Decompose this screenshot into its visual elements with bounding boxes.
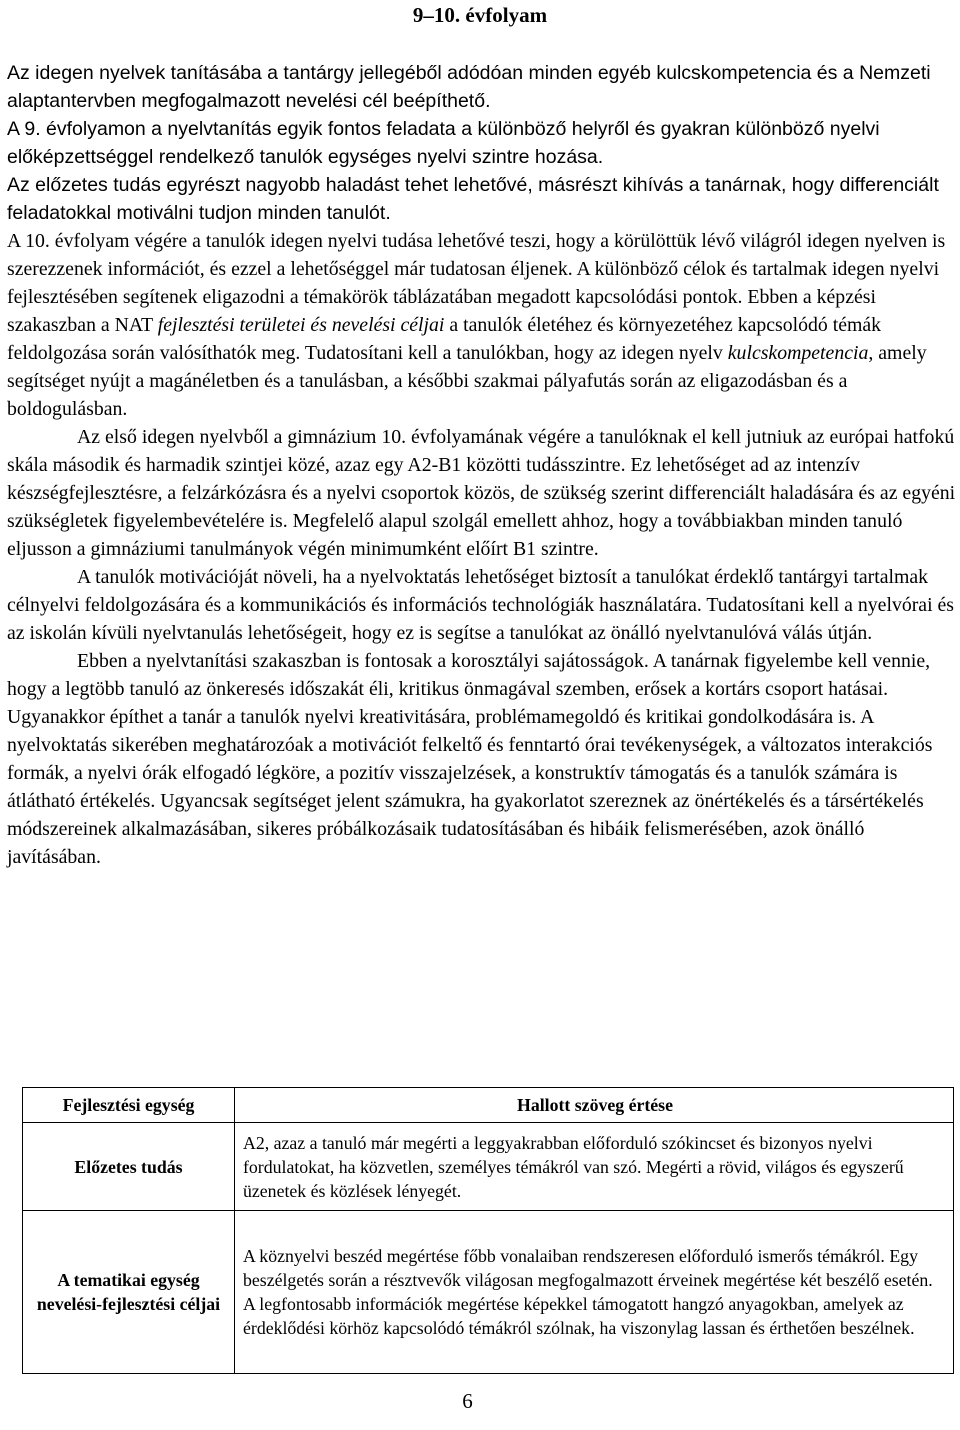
prior-knowledge-value: A2, azaz a tanuló már megérti a leggyakrabban előforduló szókincset és bizonyos nyelvi fordulatokat, ha közvetlen, személyes témákról van szó. Megérti a rövid, világos és egyszerű üzenetek és közlések lényegét. <box>235 1123 954 1211</box>
goals-value-1: A köznyelvi beszéd megértése főbb vonalaiban rendszeresen előforduló ismerős témákról. Egy beszélgetés során a résztvevők világosan megfogalmazott érveinek megértése két beszélő esetén. <box>243 1246 933 1290</box>
body-paragraph-1-part-b: a tanulók életéhez és környezetéhez kapcsolódó témák feldolgozása során valósíthatók meg. Tudatosítani kell a tanulókban, hogy az idegen nyelv <box>7 314 882 364</box>
table-row <box>23 1123 954 1211</box>
body-paragraph-1-part-c: , amely segítséget nyújt a magánéletben és a tanulásban, a későbbi szakmai pályafutás során az eligazodásban és a boldogulásban. <box>7 342 927 420</box>
page-title: 9–10. évfolyam <box>412 3 548 27</box>
intro-paragraph-3: Az előzetes tudás egyrészt nagyobb haladást tehet lehetővé, másrészt kihívás a tanárnak, hogy differenciált feladatokkal motiválni tudjon minden tanulót. <box>7 174 939 224</box>
goals-value <box>235 1211 954 1374</box>
intro-paragraph-1: Az idegen nyelvek tanításába a tantárgy jellegéből adódóan minden egyéb kulcskompetencia és a Nemzeti alaptantervben megfogalmazott nevelési cél beépíthető. <box>7 62 931 112</box>
prior-knowledge-label: Előzetes tudás <box>23 1123 235 1211</box>
body-paragraph-1-emphasis-2: kulcskompetencia <box>727 342 869 364</box>
goals-label <box>23 1211 235 1374</box>
table-header-label: Fejlesztési egység <box>23 1088 235 1123</box>
body-paragraph-1 <box>7 227 957 423</box>
table-row <box>23 1088 954 1123</box>
goals-label-text: A tematikai egység nevelési-fejlesztési céljai <box>36 1270 221 1314</box>
body-paragraph-4: Ebben a nyelvtanítási szakaszban is fontosak a korosztályi sajátosságok. A tanárnak figyelembe kell vennie, hogy a legtöbb tanuló az önkeresés időszakát éli, kritikus önmagával szemben, erősek a kortárs csoport hatásai. Ugyanakkor építhet a tanár a tanulók nyelvi kreativitására, problémamegoldó és kritikai gondolkodására is. A nyelvoktatás sikerében meghatározóak a motivációt felkeltő és fenntartó órai tevékenységek, a változatos interakciós formák, a nyelvi órák elfogadó légköre, a pozitív visszajelzések, a konstruktív támogatás és a tanulók számára is átlátható értékelés. Ugyancsak segítséget jelent számukra, ha gyakorlatot szereznek az önértékelés és a társértékelés módszereinek alkalmazásában, sikeres próbálkozásaik tudatosításában és hibáik felismerésében, azok önálló javításában. <box>7 650 933 868</box>
table-header-value: Hallott szöveg értése <box>235 1088 954 1123</box>
body-paragraph-3: A tanulók motivációját növeli, ha a nyelvoktatás lehetőséget biztosít a tanulókat érdeklő tantárgyi tartalmak célnyelvi feldolgozására és a kommunikációs és információs technológiák használatára. Tudatosítani kell a nyelvórai és az iskolán kívüli nyelvtanulás lehetőségeit, hogy ez is segítse a tanulókat az önálló nyelvtanulóvá válás útján. <box>7 566 955 644</box>
development-unit-table <box>22 1087 954 1374</box>
intro-section <box>7 59 957 227</box>
body-section <box>7 227 957 871</box>
intro-paragraph-2: A 9. évfolyamon a nyelvtanítás egyik fontos feladata a különböző helyről és gyakran különböző nyelvi előképzettséggel rendelkező tanulók egységes nyelvi szintre hozása. <box>7 118 880 168</box>
goals-value-2: A legfontosabb információk megértése képekkel támogatott hangzó anyagokban, amelyek az érdeklődési körhöz kapcsolódó témákról szólnak, ha viszonylag lassan és érthetően beszélnek. <box>243 1294 915 1338</box>
page-number: 6 <box>462 1389 473 1413</box>
body-paragraph-1-part-a: A 10. évfolyam végére a tanulók idegen nyelvi tudása lehetővé teszi, hogy a körülöttük lévő világról idegen nyelven is szerezzenek információt, és ezzel a lehetőséggel már tudatosan éljenek. A különböző célok és tartalmak idegen nyelvi fejlesztésében segítenek eligazodni a témakörök táblázatában megadott kapcsolódási pontok. Ebben a képzési szakaszban a NAT <box>7 230 946 336</box>
body-paragraph-2: Az első idegen nyelvből a gimnázium 10. évfolyamának végére a tanulóknak el kell jutniuk az európai hatfokú skála második és harmadik szintjei közé, azaz egy A2-B1 közötti tudásszintre. Ez lehetőséget ad az intenzív készségfejlesztésre, a felzárkózásra és a nyelvi csoportok közös, de szükség szerint differenciált haladására és az egyéni szükségletek figyelembevételére is. Megfelelő alapul szolgál emellett ahhoz, hogy a továbbiakban minden tanuló eljusson a gimnáziumi tanulmányok végén minimumként előírt B1 szintre. <box>7 426 956 560</box>
body-paragraph-1-emphasis-1: fejlesztési területei és nevelési céljai <box>157 314 445 336</box>
table-row <box>23 1211 954 1374</box>
